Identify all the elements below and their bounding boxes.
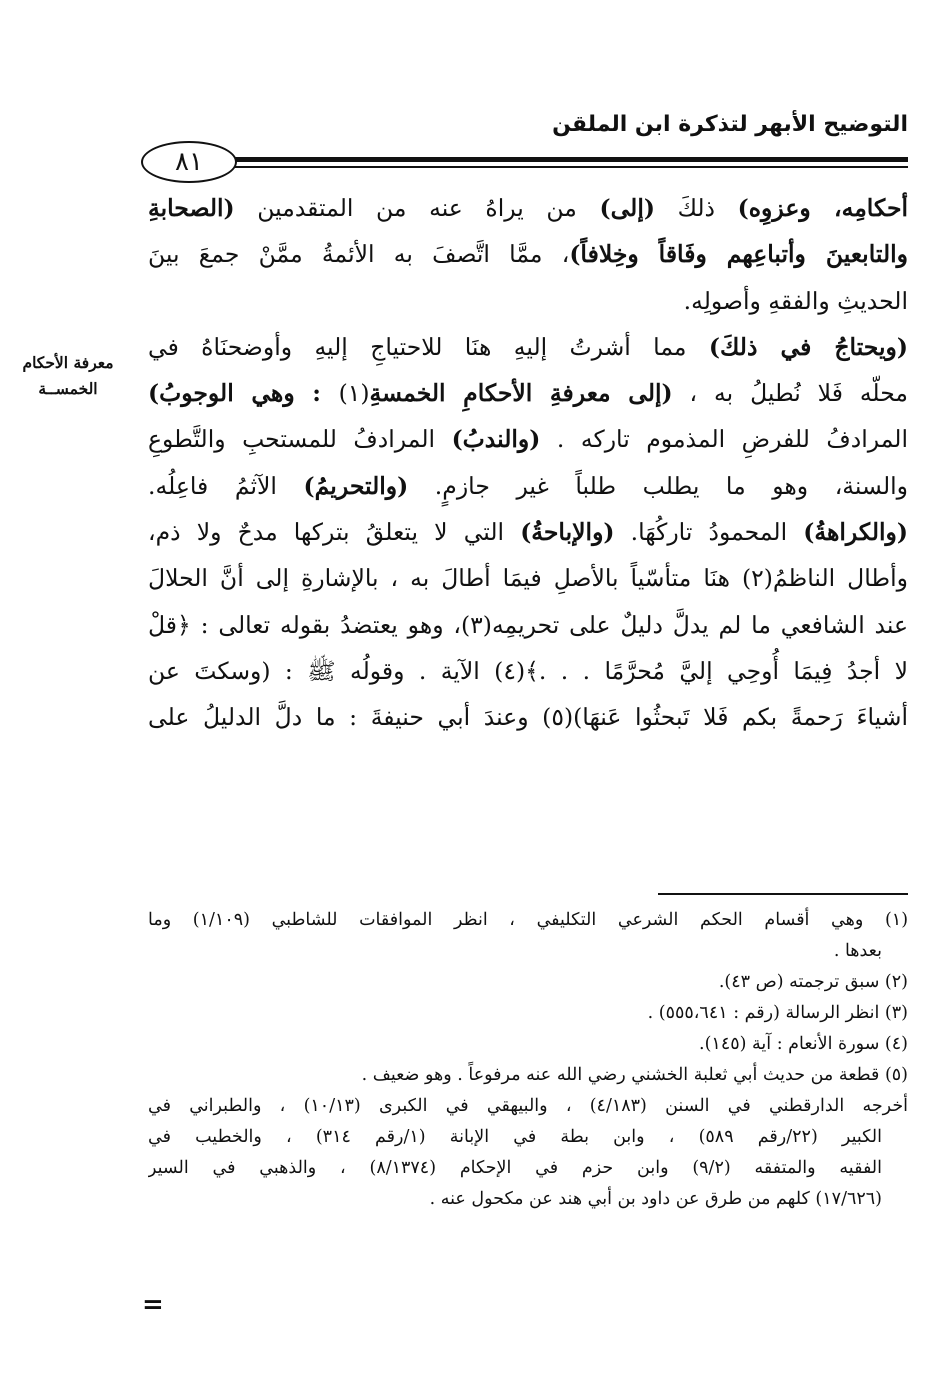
- footnote-line: (١) وهي أقسام الحكم الشرعي التكليفي ، انظر الموافقات للشاطبي (١/١٠٩) وما: [148, 910, 908, 930]
- footnote-line: الكبير (٢٢/رقم ٥٨٩) ، وابن بطة في الإبانة (١/رقم ٣١٤) ، والخطيب في: [148, 1127, 882, 1147]
- page-number: ٨١: [141, 141, 237, 183]
- bold-matn-text: (ويحتاجُ في ذلكَ): [708, 332, 908, 361]
- text-line: [148, 694, 908, 740]
- commentary-text: المحمودُ تاركُهَا.: [614, 518, 804, 547]
- bold-matn-text: (والإباحةُ): [520, 518, 615, 547]
- header-rule-thin: [235, 166, 908, 168]
- commentary-text: أشياءَ رَحمةً بكم فَلا تَبحثُوا عَنهَا)(٥) وعندَ أبي حنيفةَ : ما دلَّ الدليلُ على: [148, 703, 908, 732]
- commentary-text: من يراهُ عنه من المتقدمين: [234, 194, 600, 222]
- text-line: [148, 648, 908, 694]
- commentary-text: مما أشرتُ إليهِ هنَا للاحتياجِ إليهِ وأوضحنَاهُ في: [148, 332, 709, 361]
- commentary-text: محلّه فَلا نُطيلُ به ،: [672, 379, 908, 408]
- footnotes: [148, 905, 908, 1215]
- running-header-title: التوضيح الأبهر لتذكرة ابن الملقن: [552, 112, 908, 137]
- bold-matn-text: : وهي الوجوبُ): [148, 379, 339, 408]
- commentary-text: وأطال الناظمُ(٢) هنَا متأسّياً بالأصلِ فيمَا أطالَ به ، بالإشارةِ إلى أنَّ الحلالَ: [148, 564, 908, 593]
- main-text: [148, 185, 908, 741]
- margin-note-line-2: الخمســة: [38, 379, 98, 398]
- margin-note-line-1: معرفة الأحكام: [22, 353, 114, 372]
- footnote-line: الفقيه والمتفقه (٩/٢) وابن حزم في الإحكام (٨/١٣٧٤) ، والذهبي في السير: [148, 1158, 882, 1178]
- text-line: [148, 416, 908, 462]
- commentary-text: لا أجدُ فِيمَا أُوحِي إليَّ مُحرَّمًا . . .﴾(٤) الآية . وقولُه ﷺ : (وسكتَ عن: [148, 656, 908, 685]
- bold-matn-text: (والتحريمُ): [303, 471, 409, 500]
- text-line: [148, 555, 908, 601]
- text-line: [148, 370, 908, 416]
- bold-matn-text: والتابعينَ وأتباعِهم وفَاقاً وخِلافاً): [569, 240, 908, 269]
- footnote-separator: [658, 893, 908, 895]
- bold-matn-text: (والندبُ): [451, 425, 541, 454]
- footnote-line: (٢) سبق ترجمته (ص ٤٣).: [718, 972, 908, 992]
- text-line: [148, 185, 908, 231]
- footnote-line: (٥) قطعة من حديث أبي ثعلبة الخشني رضي الله عنه مرفوعاً . وهو ضعيف .: [361, 1065, 908, 1085]
- footnote-line: بعدها .: [833, 941, 882, 961]
- text-line: [148, 602, 908, 648]
- bold-matn-text: (إلى): [599, 194, 655, 222]
- continuation-mark: =: [142, 1290, 164, 1320]
- commentary-text: المرادفُ للفرضِ المذموم تاركه .: [540, 425, 908, 454]
- commentary-text: التي لا يتعلقُ بتركها مدحٌ ولا ذم،: [148, 518, 521, 547]
- footnote-line: أخرجه الدارقطني في السنن (٤/١٨٣) ، والبيهقي في الكبرى (١٠/١٣) ، والطبراني في: [148, 1096, 908, 1116]
- commentary-text: المرادفُ للمستحبِ والتَّطوعِ: [148, 425, 452, 454]
- commentary-text: والسنة، وهو ما يطلب طلباً غير جازمٍ.: [408, 471, 908, 500]
- commentary-text: (١): [338, 379, 370, 408]
- commentary-text: ذلكَ: [654, 194, 738, 222]
- text-line: [148, 463, 908, 509]
- bold-matn-text: أحكامِه، وعزوِه): [737, 194, 908, 222]
- footnote-line: (٣) انظر الرسالة (رقم : ٥٥٥،٦٤١) .: [647, 1003, 908, 1023]
- header-rule-thick: [235, 157, 908, 162]
- text-line: [148, 509, 908, 555]
- commentary-text: عند الشافعي ما لم يدلَّ دليلٌ على تحريمِه(٣)، وهو يعتضدُ بقوله تعالى : ﴿قلْ: [148, 610, 908, 639]
- text-line: [148, 231, 908, 277]
- commentary-text: ، ممَّا اتَّصفَ به الأئمةُ ممَّنْ جمعَ بينَ: [148, 240, 570, 269]
- commentary-text: الحديثِ والفقهِ وأصولِه.: [683, 286, 908, 315]
- footnote-line: (٤) سورة الأنعام : آية (١٤٥).: [699, 1034, 908, 1054]
- text-line: [148, 278, 908, 324]
- bold-matn-text: (والكراهةُ): [803, 518, 908, 547]
- bold-matn-text: (الصحابةِ: [148, 194, 235, 222]
- footnote-line: (١٧/٦٢٦) كلهم من طرق عن داود بن أبي هند عن مكحول عنه .: [429, 1189, 882, 1209]
- bold-matn-text: (إلى معرفةِ الأحكامِ الخمسةِ: [369, 379, 673, 408]
- text-line: [148, 324, 908, 370]
- margin-note: [12, 350, 124, 402]
- commentary-text: الآثمُ فاعِلُه.: [148, 471, 304, 500]
